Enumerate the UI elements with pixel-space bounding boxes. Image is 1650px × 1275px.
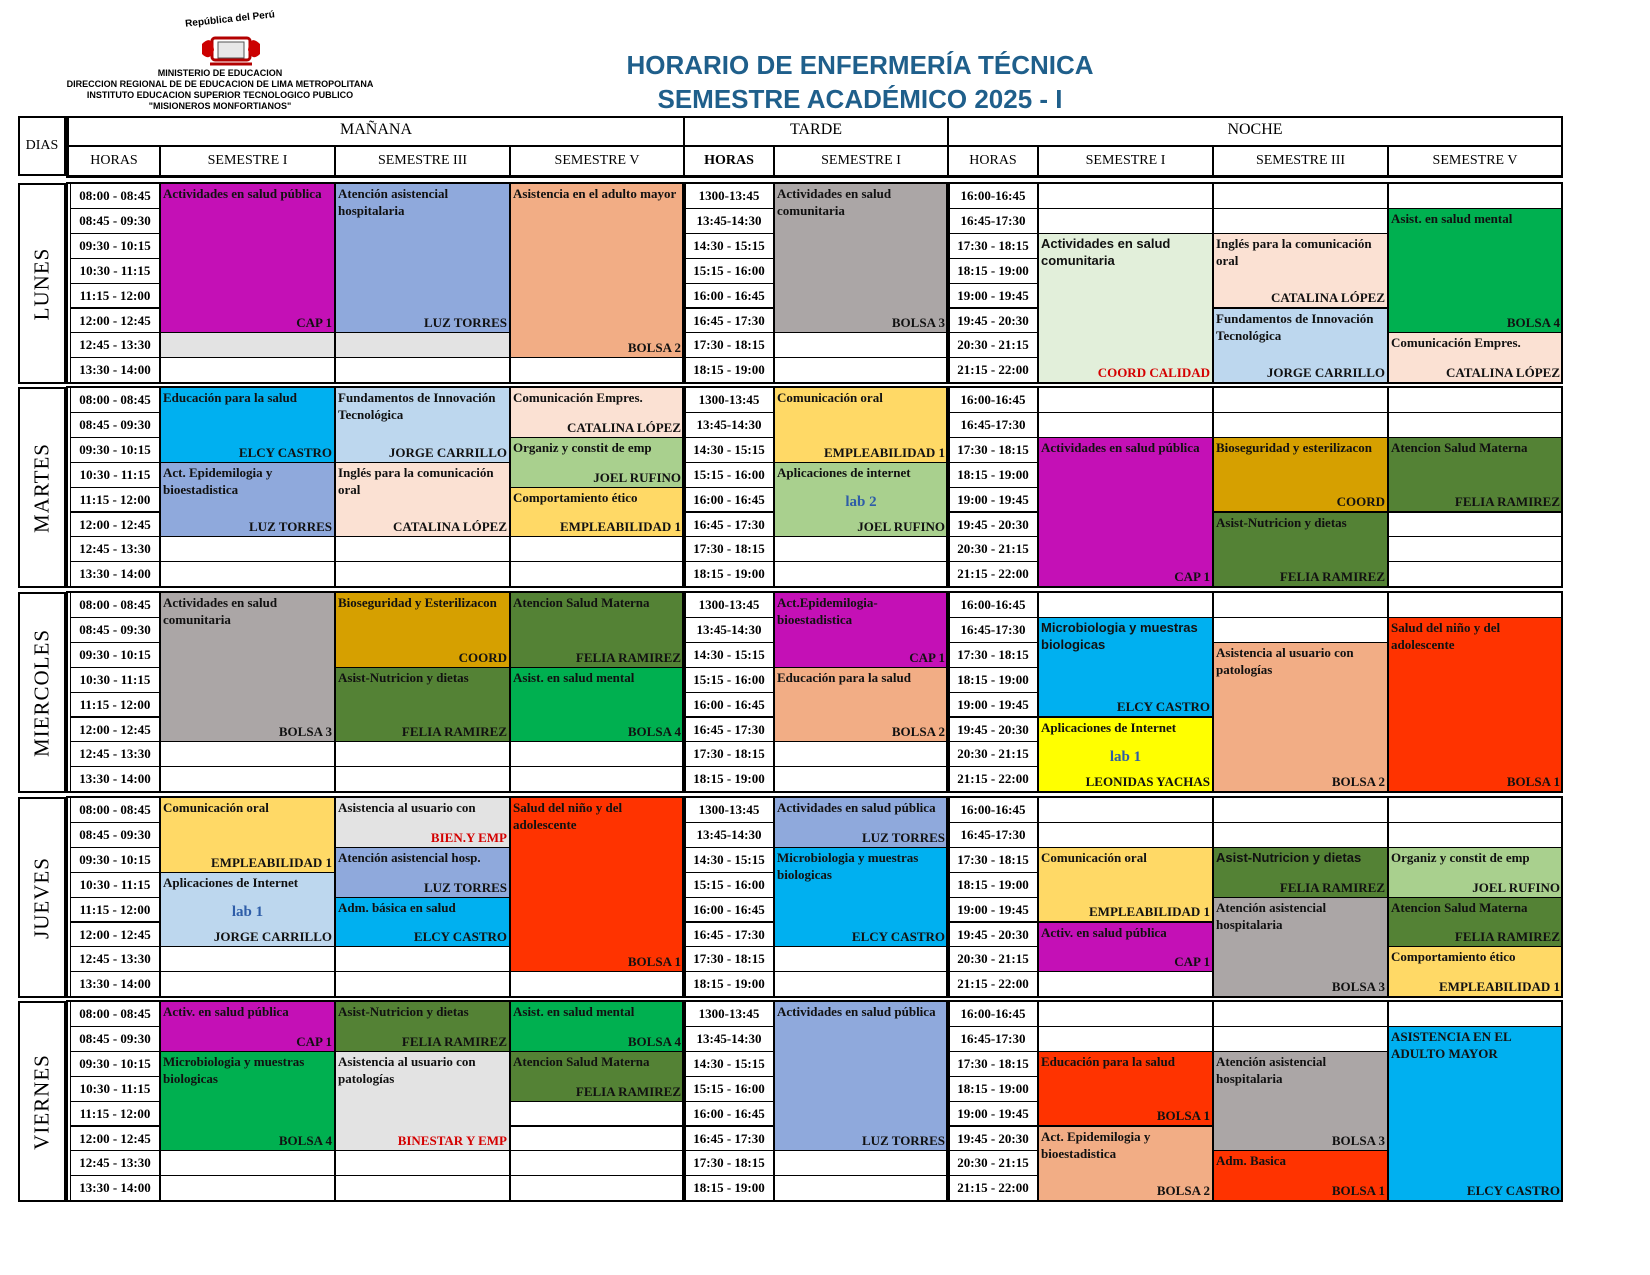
time-slot: 18:15 - 19:00 <box>948 872 1038 898</box>
section-frame <box>948 386 1563 588</box>
course-title: Activ. en salud pública <box>163 1004 289 1019</box>
time-slot: 18:15 - 19:00 <box>948 667 1038 693</box>
course-title: Aplicaciones de Internet <box>163 874 299 890</box>
course-teacher: CATALINA LÓPEZ <box>566 419 681 435</box>
sem5-header: SEMESTRE V <box>1388 146 1562 176</box>
section-frame <box>66 591 684 793</box>
day-label <box>18 183 66 384</box>
course-title: Fundamentos de Innovación Tecnológica <box>338 390 496 422</box>
course-teacher: CATALINA LÓPEZ <box>1445 365 1560 381</box>
time-slot: 15:15 - 16:00 <box>684 872 774 898</box>
course-teacher: BOLSA 4 <box>278 1133 332 1149</box>
day-label <box>18 387 66 588</box>
course-title: Atención asistencial hospitalaria <box>1216 899 1327 932</box>
course-teacher: BOLSA 2 <box>627 340 681 356</box>
time-slot: 18:15 - 19:00 <box>684 561 774 587</box>
course-teacher: LUZ TORRES <box>249 519 332 535</box>
time-slot: 12:45 - 13:30 <box>70 741 160 767</box>
course-title: Asist-Nutricion y dietas <box>1216 849 1362 865</box>
time-slot: 08:00 - 08:45 <box>70 1001 160 1027</box>
course-title: Atención asistencial hosp. <box>338 849 481 865</box>
time-slot: 21:15 - 22:00 <box>948 766 1038 792</box>
course-teacher: CAP 1 <box>296 1033 332 1049</box>
horas-header: HORAS <box>68 146 160 176</box>
time-slot: 17:30 - 18:15 <box>948 233 1038 259</box>
time-slot: 10:30 - 11:15 <box>70 258 160 284</box>
time-slot: 17:30 - 18:15 <box>684 332 774 358</box>
time-slot: 13:45-14:30 <box>684 617 774 643</box>
course-teacher: FELIA RAMIREZ <box>1279 879 1385 895</box>
course-title: Asistencia en el adulto mayor <box>513 186 677 201</box>
course-teacher: LUZ TORRES <box>862 829 945 845</box>
time-slot: 11:15 - 12:00 <box>70 692 160 718</box>
course-title: Inglés para la comunicación oral <box>1216 235 1372 268</box>
course-teacher: JORGE CARRILLO <box>213 929 332 945</box>
time-slot: 16:00 - 16:45 <box>684 897 774 923</box>
section-frame <box>948 591 1563 793</box>
section-frame <box>948 796 1563 998</box>
time-slot: 09:30 - 10:15 <box>70 437 160 463</box>
course-teacher: LUZ TORRES <box>424 879 507 895</box>
lab-label: lab 2 <box>845 494 877 511</box>
time-slot: 16:45 - 17:30 <box>684 512 774 538</box>
course-teacher: COORD <box>458 649 507 665</box>
course-teacher: EMPLEABILIDAD 1 <box>824 444 945 460</box>
course-title: Atención asistencial hospitalaria <box>1216 1053 1327 1086</box>
time-slot: 16:00-16:45 <box>948 797 1038 823</box>
horas-header: HORAS <box>948 146 1038 176</box>
time-slot: 21:15 - 22:00 <box>948 561 1038 587</box>
time-slot: 17:30 - 18:15 <box>684 536 774 562</box>
time-slot: 16:45-17:30 <box>948 412 1038 438</box>
course-title: Asist-Nutricion y dietas <box>1216 514 1347 530</box>
time-slot: 11:15 - 12:00 <box>70 1101 160 1127</box>
time-slot: 08:00 - 08:45 <box>70 183 160 209</box>
time-slot: 12:00 - 12:45 <box>70 308 160 334</box>
time-slot: 1300-13:45 <box>684 183 774 209</box>
time-slot: 14:30 - 15:15 <box>684 642 774 668</box>
time-slot: 15:15 - 16:00 <box>684 667 774 693</box>
section-frame <box>684 1000 948 1202</box>
course-title: Comportamiento ético <box>513 489 638 505</box>
time-slot: 17:30 - 18:15 <box>948 642 1038 668</box>
course-teacher: CATALINA LÓPEZ <box>392 519 507 535</box>
course-teacher: ELCY CASTRO <box>413 929 507 945</box>
time-slot: 18:15 - 19:00 <box>684 971 774 997</box>
sem1-header: SEMESTRE I <box>1038 146 1213 176</box>
time-slot: 11:15 - 12:00 <box>70 487 160 513</box>
course-teacher: BOLSA 2 <box>1156 1183 1210 1199</box>
course-teacher: CAP 1 <box>909 649 945 665</box>
time-slot: 1300-13:45 <box>684 592 774 618</box>
section-frame <box>66 1000 684 1202</box>
course-title: Atencion Salud Materna <box>1391 899 1528 915</box>
course-title: Act.Epidemilogia-bioestadistica <box>777 595 878 627</box>
course-title: Inglés para la comunicación oral <box>338 464 494 497</box>
course-title: Aplicaciones de internet <box>777 464 911 480</box>
course-teacher: BOLSA 3 <box>278 724 332 740</box>
course-teacher: BOLSA 2 <box>891 724 945 740</box>
course-teacher: BOLSA 1 <box>1156 1108 1210 1124</box>
course-teacher: FELIA RAMIREZ <box>401 1033 507 1049</box>
page-title: HORARIO DE ENFERMERÍA TÉCNICA <box>626 50 1094 80</box>
time-slot: 14:30 - 15:15 <box>684 233 774 259</box>
course-title: Actividades en salud comunitaria <box>163 595 278 627</box>
course-teacher: LUZ TORRES <box>424 315 507 331</box>
time-slot: 13:45-14:30 <box>684 1026 774 1052</box>
dias-header: DIAS <box>18 116 66 176</box>
course-title: Educación para la salud <box>1041 1053 1176 1069</box>
course-teacher: EMPLEABILIDAD 1 <box>560 519 681 535</box>
course-teacher: JOEL RUFINO <box>593 469 681 485</box>
time-slot: 08:45 - 09:30 <box>70 822 160 848</box>
course-title: Comunicación Empres. <box>513 390 643 405</box>
time-slot: 20:30 - 21:15 <box>948 1150 1038 1176</box>
time-slot: 17:30 - 18:15 <box>948 437 1038 463</box>
time-slot: 13:30 - 14:00 <box>70 766 160 792</box>
course-title: Aplicaciones de Internet <box>1041 719 1177 735</box>
time-slot: 18:15 - 19:00 <box>948 1076 1038 1102</box>
sem5-header: SEMESTRE V <box>510 146 684 176</box>
day-name: VIERNES <box>29 1053 54 1150</box>
institution-line: INSTITUTO EDUCACION SUPERIOR TECNOLOGICO PUBLICO <box>86 90 354 100</box>
course-teacher: FELIA RAMIREZ <box>1454 929 1560 945</box>
course-teacher: JOEL RUFINO <box>1472 879 1560 895</box>
course-title: Comunicación Empres. <box>1391 335 1521 351</box>
course-title: Adm. Basica <box>1216 1153 1287 1169</box>
course-teacher: LUZ TORRES <box>862 1133 945 1149</box>
section-frame <box>66 796 684 998</box>
time-slot: 12:00 - 12:45 <box>70 1126 160 1152</box>
horas-header: HORAS <box>684 146 774 176</box>
section-frame <box>684 182 948 384</box>
sem3-header: SEMESTRE III <box>1213 146 1388 176</box>
time-slot: 12:45 - 13:30 <box>70 946 160 972</box>
course-teacher: ELCY CASTRO <box>851 929 945 945</box>
time-slot: 11:15 - 12:00 <box>70 897 160 923</box>
time-slot: 09:30 - 10:15 <box>70 642 160 668</box>
course-teacher: ELCY CASTRO <box>238 444 332 460</box>
course-title: Activ. en salud pública <box>1041 924 1167 940</box>
course-title: Adm. básica en salud <box>338 899 456 915</box>
section-frame <box>66 386 684 588</box>
day-label <box>18 797 66 998</box>
time-slot: 20:30 - 21:15 <box>948 332 1038 358</box>
course-teacher: BOLSA 1 <box>627 954 681 970</box>
time-slot: 09:30 - 10:15 <box>70 1051 160 1077</box>
page-subtitle: SEMESTRE ACADÉMICO 2025 - I <box>657 84 1063 114</box>
course-title: Atención asistencial hospitalaria <box>338 186 449 218</box>
course-teacher: BOLSA 4 <box>627 724 681 740</box>
time-slot: 16:00 - 16:45 <box>684 692 774 718</box>
time-slot: 10:30 - 11:15 <box>70 1076 160 1102</box>
day-name: MIERCOLES <box>29 628 54 757</box>
course-title: Educación para la salud <box>777 669 912 685</box>
time-slot: 17:30 - 18:15 <box>948 1051 1038 1077</box>
time-slot: 14:30 - 15:15 <box>684 437 774 463</box>
time-slot: 16:00-16:45 <box>948 387 1038 413</box>
manana-header: MAÑANA <box>68 116 684 146</box>
course-title: Actividades en salud pública <box>1041 439 1200 455</box>
course-title: Atencion Salud Materna <box>513 1053 650 1069</box>
course-teacher: JOEL RUFINO <box>857 519 945 535</box>
course-teacher: BOLSA 1 <box>1506 774 1560 790</box>
day-name: MARTES <box>29 442 54 533</box>
time-slot: 13:45-14:30 <box>684 208 774 234</box>
time-slot: 12:00 - 12:45 <box>70 717 160 743</box>
course-title: Comunicación oral <box>163 800 269 815</box>
course-title: Actividades en salud pública <box>777 1004 936 1019</box>
course-teacher: COORD <box>1336 494 1385 510</box>
institution-line: MINISTERIO DE EDUCACION <box>157 68 283 78</box>
time-slot: 16:45 - 17:30 <box>684 1126 774 1152</box>
time-slot: 16:45 - 17:30 <box>684 717 774 743</box>
time-slot: 19:45 - 20:30 <box>948 717 1038 743</box>
course-title: Asist. en salud mental <box>1391 210 1513 226</box>
time-slot: 21:15 - 22:00 <box>948 357 1038 383</box>
time-slot: 19:45 - 20:30 <box>948 1126 1038 1152</box>
course-title: Microbiologia y muestras biologicas <box>163 1053 305 1086</box>
course-title: Asistencia al usuario con <box>338 800 476 815</box>
time-slot: 16:00-16:45 <box>948 1001 1038 1027</box>
time-slot: 18:15 - 19:00 <box>684 766 774 792</box>
course-title: Atencion Salud Materna <box>513 595 650 610</box>
course-title: Actividades en salud pública <box>163 186 322 201</box>
course-title: Actividades en salud pública <box>777 800 936 815</box>
time-slot: 17:30 - 18:15 <box>684 741 774 767</box>
course-title: Asistencia al usuario con patologías <box>1216 644 1354 677</box>
day-name: JUEVES <box>29 856 54 939</box>
course-title: Microbiologia y muestras biologicas <box>1041 619 1198 652</box>
course-title: Comunicación oral <box>1041 849 1147 865</box>
course-title: Comunicación oral <box>777 390 883 405</box>
time-slot: 21:15 - 22:00 <box>948 971 1038 997</box>
time-slot: 1300-13:45 <box>684 797 774 823</box>
time-slot: 13:45-14:30 <box>684 412 774 438</box>
course-teacher: BOLSA 3 <box>891 315 945 331</box>
time-slot: 1300-13:45 <box>684 1001 774 1027</box>
tarde-header: TARDE <box>684 116 948 146</box>
time-slot: 08:45 - 09:30 <box>70 208 160 234</box>
time-slot: 17:30 - 18:15 <box>684 946 774 972</box>
course-title: Asist-Nutricion y dietas <box>338 669 469 685</box>
time-slot: 16:45-17:30 <box>948 822 1038 848</box>
time-slot: 19:00 - 19:45 <box>948 692 1038 718</box>
course-teacher: EMPLEABILIDAD 1 <box>211 854 332 870</box>
time-slot: 10:30 - 11:15 <box>70 667 160 693</box>
time-slot: 13:45-14:30 <box>684 822 774 848</box>
day-name: LUNES <box>29 247 54 320</box>
course-title: ASISTENCIA EN EL ADULTO MAYOR <box>1391 1028 1511 1061</box>
course-title: Asist. en salud mental <box>513 669 635 685</box>
course-teacher: BOLSA 3 <box>1331 979 1385 995</box>
course-teacher: BIEN.Y EMP <box>430 829 507 845</box>
time-slot: 12:45 - 13:30 <box>70 536 160 562</box>
time-slot: 20:30 - 21:15 <box>948 536 1038 562</box>
course-title: Salud del niño y del adolescente <box>513 800 623 832</box>
course-teacher: FELIA RAMIREZ <box>575 1083 681 1099</box>
course-title: Asist. en salud mental <box>513 1004 635 1019</box>
time-slot: 20:30 - 21:15 <box>948 946 1038 972</box>
country-label: República del Perú <box>184 9 276 30</box>
course-teacher: FELIA RAMIREZ <box>575 649 681 665</box>
time-slot: 15:15 - 16:00 <box>684 258 774 284</box>
course-teacher: EMPLEABILIDAD 1 <box>1439 979 1560 995</box>
institution-line: DIRECCION REGIONAL DE DE EDUCACION DE LIMA METROPOLITANA <box>66 79 374 89</box>
course-title: Atencion Salud Materna <box>1391 439 1528 455</box>
course-teacher: FELIA RAMIREZ <box>401 724 507 740</box>
time-slot: 16:45-17:30 <box>948 617 1038 643</box>
time-slot: 16:00-16:45 <box>948 592 1038 618</box>
time-slot: 19:45 - 20:30 <box>948 512 1038 538</box>
time-slot: 12:45 - 13:30 <box>70 1150 160 1176</box>
time-slot: 17:30 - 18:15 <box>948 847 1038 873</box>
time-slot: 18:15 - 19:00 <box>948 258 1038 284</box>
time-slot: 13:30 - 14:00 <box>70 561 160 587</box>
course-teacher: BOLSA 1 <box>1331 1183 1385 1199</box>
sem3-header: SEMESTRE III <box>335 146 510 176</box>
course-teacher: BOLSA 2 <box>1331 774 1385 790</box>
time-slot: 16:45 - 17:30 <box>684 308 774 334</box>
course-teacher: FELIA RAMIREZ <box>1454 494 1560 510</box>
time-slot: 08:45 - 09:30 <box>70 412 160 438</box>
course-title: Educación para la salud <box>163 390 298 405</box>
time-slot: 08:45 - 09:30 <box>70 1026 160 1052</box>
course-teacher: CAP 1 <box>296 315 332 331</box>
course-teacher: ELCY CASTRO <box>1116 699 1210 715</box>
time-slot: 19:45 - 20:30 <box>948 922 1038 948</box>
course-title: Act. Epidemilogia y bioestadistica <box>163 464 273 497</box>
time-slot: 16:45-17:30 <box>948 208 1038 234</box>
course-teacher: LEONIDAS YACHAS <box>1085 774 1210 790</box>
time-slot: 13:30 - 14:00 <box>70 357 160 383</box>
section-frame <box>684 591 948 793</box>
course-title: Comportamiento ético <box>1391 949 1516 965</box>
time-slot: 08:45 - 09:30 <box>70 617 160 643</box>
lab-label: lab 1 <box>231 904 264 921</box>
time-slot: 09:30 - 10:15 <box>70 233 160 259</box>
time-slot: 11:15 - 12:00 <box>70 283 160 309</box>
course-teacher: FELIA RAMIREZ <box>1279 569 1385 585</box>
section-frame <box>66 182 684 384</box>
time-slot: 14:30 - 15:15 <box>684 1051 774 1077</box>
course-title: Asistencia al usuario con patologías <box>338 1053 476 1086</box>
section-frame <box>948 1000 1563 1202</box>
course-teacher: CATALINA LÓPEZ <box>1270 290 1385 306</box>
noche-header: NOCHE <box>948 116 1562 146</box>
time-slot: 12:45 - 13:30 <box>70 332 160 358</box>
course-teacher: COORD CALIDAD <box>1097 365 1210 381</box>
header-frame <box>66 116 1563 178</box>
time-slot: 09:30 - 10:15 <box>70 847 160 873</box>
time-slot: 08:00 - 08:45 <box>70 592 160 618</box>
time-slot: 18:15 - 19:00 <box>684 1175 774 1201</box>
time-slot: 13:30 - 14:00 <box>70 1175 160 1201</box>
time-slot: 17:30 - 18:15 <box>684 1150 774 1176</box>
day-label <box>18 1001 66 1202</box>
course-teacher: JORGE CARRILLO <box>1266 365 1385 381</box>
course-teacher: BINESTAR Y EMP <box>397 1133 507 1149</box>
section-frame <box>684 386 948 588</box>
time-slot: 16:00 - 16:45 <box>684 283 774 309</box>
course-title: Organiz y constit de emp <box>513 439 652 455</box>
time-slot: 16:45 - 17:30 <box>684 922 774 948</box>
time-slot: 21:15 - 22:00 <box>948 1175 1038 1201</box>
section-frame <box>948 182 1563 384</box>
lab-label: lab 1 <box>1109 748 1142 765</box>
course-title: Organiz y constit de emp <box>1391 849 1530 865</box>
time-slot: 16:00 - 16:45 <box>684 1101 774 1127</box>
course-title: Salud del niño y del adolescente <box>1391 619 1501 652</box>
time-slot: 16:00 - 16:45 <box>684 487 774 513</box>
time-slot: 15:15 - 16:00 <box>684 462 774 488</box>
course-title: Fundamentos de Innovación Tecnológica <box>1216 310 1374 343</box>
time-slot: 10:30 - 11:15 <box>70 872 160 898</box>
course-teacher: BOLSA 4 <box>627 1033 681 1049</box>
course-teacher: EMPLEABILIDAD 1 <box>1089 904 1210 920</box>
course-teacher: JORGE CARRILLO <box>388 444 507 460</box>
time-slot: 13:30 - 14:00 <box>70 971 160 997</box>
course-teacher: CAP 1 <box>1174 569 1210 585</box>
institution-line: "MISIONEROS MONFORTIANOS" <box>148 101 292 111</box>
course-title: Bioseguridad y esterilizacon <box>1216 439 1372 455</box>
time-slot: 18:15 - 19:00 <box>948 462 1038 488</box>
course-teacher: BOLSA 4 <box>1506 315 1560 331</box>
course-teacher: ELCY CASTRO <box>1466 1183 1560 1199</box>
time-slot: 19:00 - 19:45 <box>948 283 1038 309</box>
time-slot: 15:15 - 16:00 <box>684 1076 774 1102</box>
time-slot: 19:45 - 20:30 <box>948 308 1038 334</box>
time-slot: 1300-13:45 <box>684 387 774 413</box>
course-title: Actividades en salud comunitaria <box>777 186 892 218</box>
course-title: Microbiologia y muestras biologicas <box>777 849 919 882</box>
time-slot: 19:00 - 19:45 <box>948 1101 1038 1127</box>
time-slot: 19:00 - 19:45 <box>948 487 1038 513</box>
time-slot: 14:30 - 15:15 <box>684 847 774 873</box>
time-slot: 08:00 - 08:45 <box>70 797 160 823</box>
course-title: Bioseguridad y Esterilizacon <box>338 595 497 610</box>
time-slot: 20:30 - 21:15 <box>948 741 1038 767</box>
time-slot: 19:00 - 19:45 <box>948 897 1038 923</box>
time-slot: 12:00 - 12:45 <box>70 922 160 948</box>
course-title: Asist-Nutricion y dietas <box>338 1004 469 1019</box>
course-title: Act. Epidemilogia y bioestadistica <box>1041 1128 1151 1161</box>
day-label <box>18 592 66 793</box>
time-slot: 16:00-16:45 <box>948 183 1038 209</box>
sem1-header: SEMESTRE I <box>774 146 948 176</box>
time-slot: 16:45-17:30 <box>948 1026 1038 1052</box>
time-slot: 18:15 - 19:00 <box>684 357 774 383</box>
section-frame <box>684 796 948 998</box>
course-title: Actividades en salud comunitaria <box>1041 235 1171 268</box>
time-slot: 08:00 - 08:45 <box>70 387 160 413</box>
time-slot: 12:00 - 12:45 <box>70 512 160 538</box>
time-slot: 10:30 - 11:15 <box>70 462 160 488</box>
sem1-header: SEMESTRE I <box>160 146 335 176</box>
course-teacher: BOLSA 3 <box>1331 1133 1385 1149</box>
course-teacher: CAP 1 <box>1174 954 1210 970</box>
